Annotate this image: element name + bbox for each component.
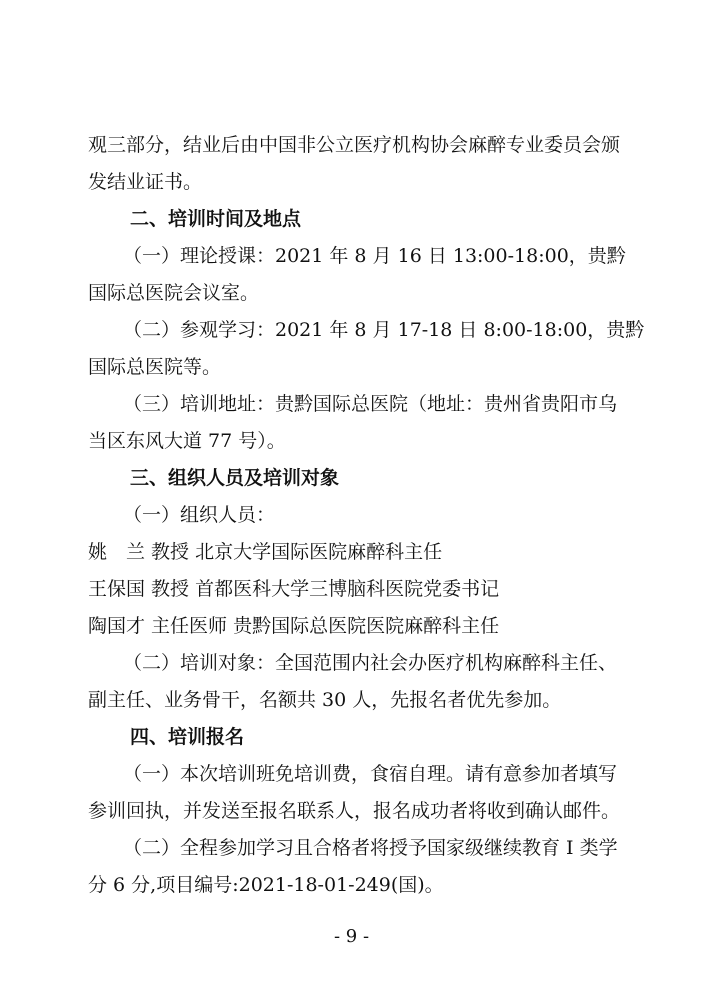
paragraph-line: 国际总医院等。 [88,356,222,378]
paragraph-line: 参训回执，并发送至报名联系人，报名成功者将收到确认邮件。 [88,800,621,822]
paragraph-line: 分 6 分,项目编号:2021-18-01-249(国)。 [88,874,444,896]
paragraph-line: （一）组织人员： [123,504,276,526]
organizer-line: 姚 兰 教授 北京大学国际医院麻醉科主任 [88,541,443,563]
paragraph-line: 当区东风大道 77 号）。 [88,430,286,452]
organizer-line: 陶国才 主任医师 贵黔国际总医院医院麻醉科主任 [88,615,500,637]
section-heading: 三、组织人员及培训对象 [130,467,340,489]
section-heading: 二、培训时间及地点 [130,208,302,230]
paragraph-line: （一）本次培训班免培训费，食宿自理。请有意参加者填写 [123,763,618,785]
organizer-line: 王保国 教授 首都医科大学三博脑科医院党委书记 [88,578,500,600]
paragraph-line: （二）培训对象：全国范围内社会办医疗机构麻醉科主任、 [123,652,618,674]
paragraph-line: （一）理论授课：2021 年 8 月 16 日 13:00-18:00，贵黔 [123,245,626,267]
page-number: - 9 - [333,926,370,947]
paragraph-line: （二）参观学习：2021 年 8 月 17-18 日 8:00-18:00，贵黔 [123,319,645,341]
section-heading: 四、培训报名 [130,726,245,748]
paragraph-line: 副主任、业务骨干，名额共 30 人，先报名者优先参加。 [88,689,562,711]
paragraph-line: 国际总医院会议室。 [88,282,260,304]
paragraph-line: （三）培训地址：贵黔国际总医院（地址：贵州省贵阳市乌 [123,393,618,415]
paragraph-line: （二）全程参加学习且合格者将授予国家级继续教育 I 类学 [123,837,618,859]
paragraph-line: 观三部分，结业后由中国非公立医疗机构协会麻醉专业委员会颁 [88,134,621,156]
paragraph-line: 发结业证书。 [88,171,203,193]
